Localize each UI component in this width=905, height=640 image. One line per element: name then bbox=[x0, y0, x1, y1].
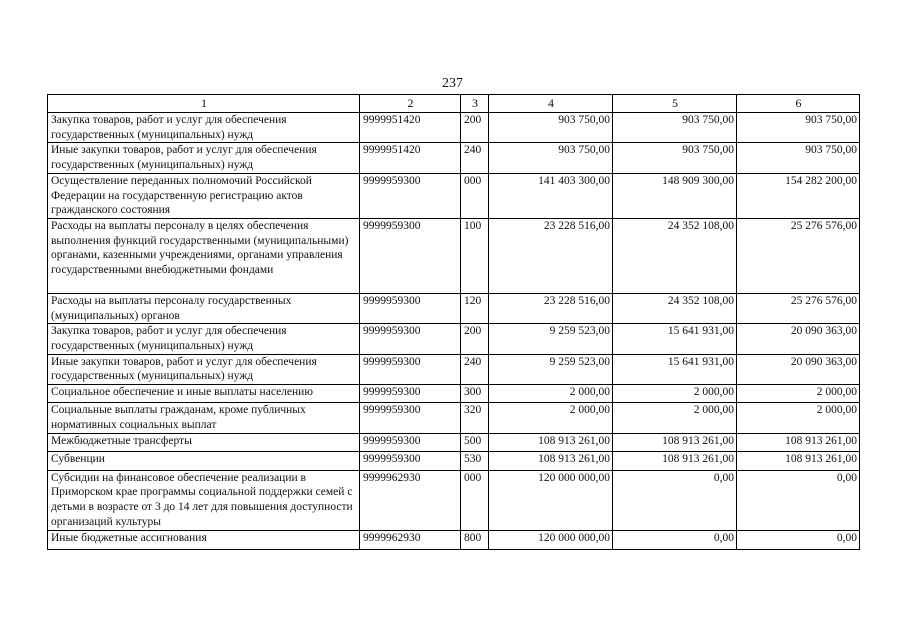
row-description: Закупка товаров, работ и услуг для обеспечения государственных (муниципальных) нужд bbox=[48, 113, 360, 143]
row-description: Иные закупки товаров, работ и услуг для обеспечения государственных (муниципальных) нужд bbox=[48, 354, 360, 384]
amount-year-1: 108 913 261,00 bbox=[489, 433, 613, 451]
table-row bbox=[48, 385, 860, 403]
expense-type: 800 bbox=[461, 530, 489, 549]
amount-year-2: 108 913 261,00 bbox=[613, 451, 737, 470]
column-header: 6 bbox=[737, 95, 860, 113]
expense-type: 300 bbox=[461, 385, 489, 403]
amount-year-3: 108 913 261,00 bbox=[737, 433, 860, 451]
target-code: 9999959300 bbox=[360, 451, 461, 470]
amount-year-3: 0,00 bbox=[737, 530, 860, 549]
amount-year-3: 25 276 576,00 bbox=[737, 218, 860, 293]
column-header: 5 bbox=[613, 95, 737, 113]
row-description: Иные закупки товаров, работ и услуг для обеспечения государственных (муниципальных) нужд bbox=[48, 143, 360, 173]
row-description: Осуществление переданных полномочий Российской Федерации на государственную регистрацию актов гражданского состояния bbox=[48, 173, 360, 218]
amount-year-3: 0,00 bbox=[737, 470, 860, 530]
amount-year-1: 141 403 300,00 bbox=[489, 173, 613, 218]
budget-table bbox=[47, 94, 860, 550]
table-row bbox=[48, 324, 860, 354]
table-row bbox=[48, 113, 860, 143]
header-row bbox=[48, 95, 860, 113]
expense-type: 240 bbox=[461, 143, 489, 173]
target-code: 9999962930 bbox=[360, 530, 461, 549]
expense-type: 240 bbox=[461, 354, 489, 384]
row-description: Межбюджетные трансферты bbox=[48, 433, 360, 451]
table-row bbox=[48, 530, 860, 549]
amount-year-1: 120 000 000,00 bbox=[489, 470, 613, 530]
row-description: Социальные выплаты гражданам, кроме публичных нормативных социальных выплат bbox=[48, 403, 360, 433]
amount-year-2: 0,00 bbox=[613, 530, 737, 549]
row-description: Субсидии на финансовое обеспечение реализации в Приморском крае программы социальной поддержки семей с детьми в возрасте от 3 до 14 лет для повышения доступности организаций культуры bbox=[48, 470, 360, 530]
amount-year-3: 2 000,00 bbox=[737, 403, 860, 433]
column-header: 3 bbox=[461, 95, 489, 113]
table-row bbox=[48, 433, 860, 451]
table-row bbox=[48, 403, 860, 433]
target-code: 9999959300 bbox=[360, 218, 461, 293]
row-description: Расходы на выплаты персоналу в целях обеспечения выполнения функций государственными (муниципальными) органами, казенными учреждениями, органами управления государственными внебюджетными фондами bbox=[48, 218, 360, 293]
expense-type: 120 bbox=[461, 293, 489, 323]
amount-year-1: 23 228 516,00 bbox=[489, 218, 613, 293]
amount-year-2: 903 750,00 bbox=[613, 113, 737, 143]
column-header: 1 bbox=[48, 95, 360, 113]
target-code: 9999959300 bbox=[360, 173, 461, 218]
row-description: Расходы на выплаты персоналу государственных (муниципальных) органов bbox=[48, 293, 360, 323]
table-row bbox=[48, 470, 860, 530]
table-row bbox=[48, 218, 860, 293]
expense-type: 500 bbox=[461, 433, 489, 451]
expense-type: 200 bbox=[461, 113, 489, 143]
target-code: 9999959300 bbox=[360, 324, 461, 354]
expense-type: 000 bbox=[461, 173, 489, 218]
amount-year-2: 15 641 931,00 bbox=[613, 354, 737, 384]
amount-year-1: 9 259 523,00 bbox=[489, 354, 613, 384]
expense-type: 200 bbox=[461, 324, 489, 354]
amount-year-3: 20 090 363,00 bbox=[737, 324, 860, 354]
table-row bbox=[48, 143, 860, 173]
amount-year-1: 2 000,00 bbox=[489, 403, 613, 433]
target-code: 9999959300 bbox=[360, 354, 461, 384]
target-code: 9999959300 bbox=[360, 293, 461, 323]
target-code: 9999959300 bbox=[360, 385, 461, 403]
amount-year-2: 903 750,00 bbox=[613, 143, 737, 173]
table-row bbox=[48, 173, 860, 218]
page-number: 237 bbox=[442, 76, 463, 91]
amount-year-3: 108 913 261,00 bbox=[737, 451, 860, 470]
amount-year-1: 120 000 000,00 bbox=[489, 530, 613, 549]
amount-year-3: 154 282 200,00 bbox=[737, 173, 860, 218]
column-header: 4 bbox=[489, 95, 613, 113]
expense-type: 530 bbox=[461, 451, 489, 470]
amount-year-2: 108 913 261,00 bbox=[613, 433, 737, 451]
expense-type: 000 bbox=[461, 470, 489, 530]
row-description: Субвенции bbox=[48, 451, 360, 470]
amount-year-1: 23 228 516,00 bbox=[489, 293, 613, 323]
amount-year-1: 9 259 523,00 bbox=[489, 324, 613, 354]
amount-year-3: 903 750,00 bbox=[737, 113, 860, 143]
expense-type: 100 bbox=[461, 218, 489, 293]
target-code: 9999962930 bbox=[360, 470, 461, 530]
expense-type: 320 bbox=[461, 403, 489, 433]
amount-year-2: 2 000,00 bbox=[613, 403, 737, 433]
row-description: Закупка товаров, работ и услуг для обеспечения государственных (муниципальных) нужд bbox=[48, 324, 360, 354]
amount-year-2: 24 352 108,00 bbox=[613, 218, 737, 293]
amount-year-2: 0,00 bbox=[613, 470, 737, 530]
amount-year-1: 2 000,00 bbox=[489, 385, 613, 403]
table-row bbox=[48, 451, 860, 470]
amount-year-1: 108 913 261,00 bbox=[489, 451, 613, 470]
amount-year-2: 15 641 931,00 bbox=[613, 324, 737, 354]
table-row bbox=[48, 293, 860, 323]
amount-year-1: 903 750,00 bbox=[489, 143, 613, 173]
amount-year-2: 148 909 300,00 bbox=[613, 173, 737, 218]
target-code: 9999959300 bbox=[360, 403, 461, 433]
amount-year-3: 2 000,00 bbox=[737, 385, 860, 403]
target-code: 9999951420 bbox=[360, 143, 461, 173]
amount-year-2: 24 352 108,00 bbox=[613, 293, 737, 323]
amount-year-3: 20 090 363,00 bbox=[737, 354, 860, 384]
column-header: 2 bbox=[360, 95, 461, 113]
target-code: 9999959300 bbox=[360, 433, 461, 451]
amount-year-3: 903 750,00 bbox=[737, 143, 860, 173]
row-description: Социальное обеспечение и иные выплаты населению bbox=[48, 385, 360, 403]
amount-year-2: 2 000,00 bbox=[613, 385, 737, 403]
target-code: 9999951420 bbox=[360, 113, 461, 143]
row-description: Иные бюджетные ассигнования bbox=[48, 530, 360, 549]
amount-year-3: 25 276 576,00 bbox=[737, 293, 860, 323]
amount-year-1: 903 750,00 bbox=[489, 113, 613, 143]
table-row bbox=[48, 354, 860, 384]
